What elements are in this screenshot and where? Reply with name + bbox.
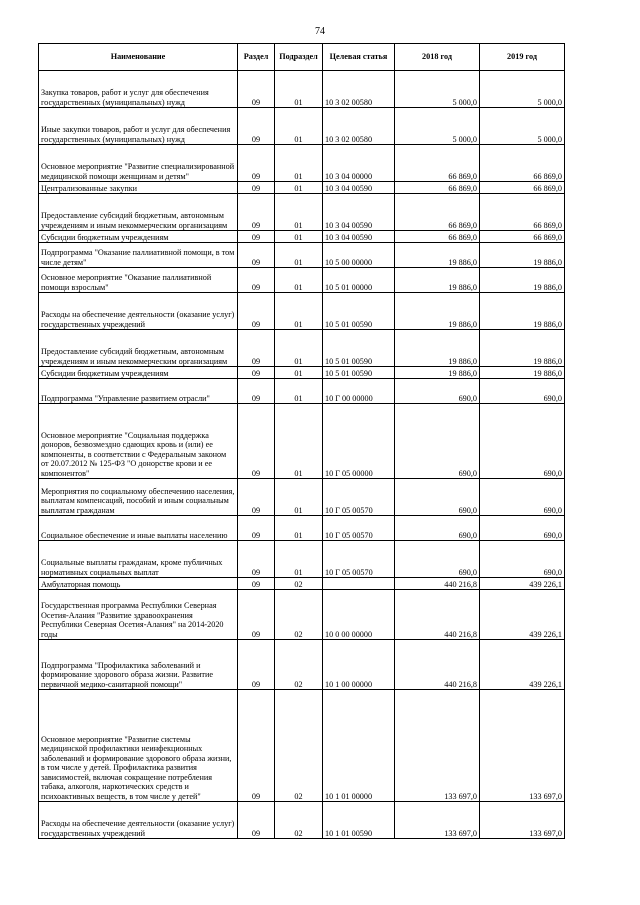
row-value-2018: 66 869,0 [395, 194, 480, 231]
row-subsection: 01 [275, 293, 323, 330]
table-row [39, 194, 565, 231]
header-year-2018: 2018 год [395, 44, 480, 71]
row-article: 10 Г 00 00000 [323, 379, 395, 404]
row-value-2019: 690,0 [480, 479, 565, 516]
row-subsection: 01 [275, 108, 323, 145]
row-section: 09 [238, 243, 275, 268]
row-name: Амбулаторная помощь [39, 578, 238, 590]
row-article: 10 3 04 00590 [323, 231, 395, 243]
row-article: 10 Г 05 00570 [323, 541, 395, 578]
table-row [39, 231, 565, 243]
row-value-2018: 690,0 [395, 379, 480, 404]
row-section: 09 [238, 379, 275, 404]
row-article: 10 5 01 00590 [323, 293, 395, 330]
header-year-2019: 2019 год [480, 44, 565, 71]
row-value-2019: 66 869,0 [480, 145, 565, 182]
row-subsection: 01 [275, 379, 323, 404]
row-value-2019: 690,0 [480, 404, 565, 479]
row-name: Расходы на обеспечение деятельности (оказание услуг) государственных учреждений [39, 802, 238, 839]
row-article: 10 1 01 00590 [323, 802, 395, 839]
table-body [39, 71, 565, 839]
row-section: 09 [238, 578, 275, 590]
row-value-2018: 19 886,0 [395, 243, 480, 268]
row-subsection: 02 [275, 802, 323, 839]
row-article: 10 3 04 00000 [323, 145, 395, 182]
table-row [39, 578, 565, 590]
budget-table [38, 43, 565, 839]
table-row [39, 640, 565, 690]
table-header-row [39, 44, 565, 71]
row-subsection: 01 [275, 182, 323, 194]
table-row [39, 590, 565, 640]
row-value-2018: 19 886,0 [395, 293, 480, 330]
row-subsection: 01 [275, 516, 323, 541]
table-row [39, 330, 565, 367]
row-value-2019: 19 886,0 [480, 367, 565, 379]
table-row [39, 243, 565, 268]
row-subsection: 01 [275, 243, 323, 268]
row-name: Закупка товаров, работ и услуг для обеспечения государственных (муниципальных) нужд [39, 71, 238, 108]
header-name: Наименование [39, 44, 238, 71]
row-section: 09 [238, 231, 275, 243]
row-value-2018: 19 886,0 [395, 330, 480, 367]
row-value-2018: 5 000,0 [395, 108, 480, 145]
row-value-2018: 66 869,0 [395, 182, 480, 194]
row-name: Предоставление субсидий бюджетным, автономным учреждениям и иным некоммерческим организациям [39, 330, 238, 367]
row-subsection: 01 [275, 541, 323, 578]
row-value-2018: 690,0 [395, 479, 480, 516]
row-value-2019: 5 000,0 [480, 71, 565, 108]
row-section: 09 [238, 640, 275, 690]
row-name: Централизованные закупки [39, 182, 238, 194]
row-value-2019: 439 226,1 [480, 578, 565, 590]
row-article: 10 5 01 00590 [323, 330, 395, 367]
table-row [39, 404, 565, 479]
table-row [39, 182, 565, 194]
row-name: Основное мероприятие "Социальная поддержка доноров, безвозмездно сдающих кровь и (или) ее компоненты, в соответствии с Федеральным законом от 20.07.2012 № 125-ФЗ "О донорстве крови и ее компонентов" [39, 404, 238, 479]
row-article: 10 5 01 00000 [323, 268, 395, 293]
row-article: 10 3 02 00580 [323, 108, 395, 145]
row-value-2018: 133 697,0 [395, 802, 480, 839]
row-value-2018: 440 216,8 [395, 640, 480, 690]
table-row [39, 71, 565, 108]
row-section: 09 [238, 268, 275, 293]
row-subsection: 02 [275, 590, 323, 640]
row-name: Субсидии бюджетным учреждениям [39, 231, 238, 243]
row-value-2019: 690,0 [480, 379, 565, 404]
row-article: 10 Г 05 00000 [323, 404, 395, 479]
row-section: 09 [238, 108, 275, 145]
row-value-2018: 19 886,0 [395, 268, 480, 293]
row-section: 09 [238, 145, 275, 182]
row-article: 10 5 01 00590 [323, 367, 395, 379]
row-article: 10 1 00 00000 [323, 640, 395, 690]
row-name: Субсидии бюджетным учреждениям [39, 367, 238, 379]
row-name: Социальное обеспечение и иные выплаты населению [39, 516, 238, 541]
row-name: Расходы на обеспечение деятельности (оказание услуг) государственных учреждений [39, 293, 238, 330]
row-value-2018: 66 869,0 [395, 231, 480, 243]
row-value-2019: 690,0 [480, 541, 565, 578]
row-section: 09 [238, 182, 275, 194]
row-article: 10 3 02 00580 [323, 71, 395, 108]
row-section: 09 [238, 194, 275, 231]
table-row [39, 802, 565, 839]
row-value-2019: 133 697,0 [480, 690, 565, 802]
row-value-2019: 66 869,0 [480, 231, 565, 243]
row-subsection: 01 [275, 404, 323, 479]
row-article: 10 5 00 00000 [323, 243, 395, 268]
row-value-2019: 19 886,0 [480, 330, 565, 367]
row-article: 10 Г 05 00570 [323, 479, 395, 516]
row-value-2019: 133 697,0 [480, 802, 565, 839]
row-subsection: 01 [275, 268, 323, 293]
row-value-2019: 19 886,0 [480, 293, 565, 330]
row-article [323, 578, 395, 590]
row-section: 09 [238, 367, 275, 379]
table-row [39, 541, 565, 578]
row-article: 10 3 04 00590 [323, 182, 395, 194]
row-subsection: 02 [275, 578, 323, 590]
row-subsection: 01 [275, 479, 323, 516]
row-name: Социальные выплаты гражданам, кроме публичных нормативных социальных выплат [39, 541, 238, 578]
row-subsection: 02 [275, 640, 323, 690]
row-subsection: 01 [275, 231, 323, 243]
row-name: Подпрограмма "Профилактика заболеваний и формирование здорового образа жизни. Развитие первичной медико-санитарной помощи" [39, 640, 238, 690]
row-name: Основное мероприятие "Развитие специализированной медицинской помощи женщинам и детям" [39, 145, 238, 182]
row-value-2019: 19 886,0 [480, 243, 565, 268]
row-section: 09 [238, 479, 275, 516]
row-section: 09 [238, 404, 275, 479]
row-name: Основное мероприятие "Развитие системы медицинской профилактики неинфекционных заболеваний и формирование здорового образа жизни, в том числе у детей. Профилактика развития зависимостей, включая сокращение потребления табака, алкоголя, наркотических средств и психоактивных веществ, в том числе у детей" [39, 690, 238, 802]
row-name: Иные закупки товаров, работ и услуг для обеспечения государственных (муниципальных) нужд [39, 108, 238, 145]
row-subsection: 01 [275, 330, 323, 367]
row-value-2019: 439 226,1 [480, 590, 565, 640]
row-name: Предоставление субсидий бюджетным, автономным учреждениям и иным некоммерческим организациям [39, 194, 238, 231]
row-section: 09 [238, 802, 275, 839]
row-subsection: 01 [275, 145, 323, 182]
row-value-2018: 66 869,0 [395, 145, 480, 182]
header-section: Раздел [238, 44, 275, 71]
row-name: Подпрограмма "Оказание паллиативной помощи, в том числе детям" [39, 243, 238, 268]
row-article: 10 Г 05 00570 [323, 516, 395, 541]
row-subsection: 01 [275, 71, 323, 108]
row-section: 09 [238, 71, 275, 108]
row-value-2018: 19 886,0 [395, 367, 480, 379]
table-row [39, 145, 565, 182]
row-value-2019: 5 000,0 [480, 108, 565, 145]
row-section: 09 [238, 690, 275, 802]
table-row [39, 516, 565, 541]
row-subsection: 01 [275, 194, 323, 231]
row-article: 10 0 00 00000 [323, 590, 395, 640]
row-section: 09 [238, 330, 275, 367]
row-article: 10 3 04 00590 [323, 194, 395, 231]
row-value-2019: 690,0 [480, 516, 565, 541]
table-row [39, 479, 565, 516]
table-row [39, 293, 565, 330]
row-value-2019: 66 869,0 [480, 182, 565, 194]
row-value-2018: 690,0 [395, 541, 480, 578]
row-section: 09 [238, 590, 275, 640]
row-name: Основное мероприятие "Оказание паллиативной помощи взрослым" [39, 268, 238, 293]
table-row [39, 268, 565, 293]
row-name: Мероприятия по социальному обеспечению населения, выплатам компенсаций, пособий и иным социальным выплатам гражданам [39, 479, 238, 516]
row-value-2018: 440 216,8 [395, 578, 480, 590]
row-subsection: 02 [275, 690, 323, 802]
table-row [39, 108, 565, 145]
row-subsection: 01 [275, 367, 323, 379]
row-name: Подпрограмма "Управление развитием отрасли" [39, 379, 238, 404]
row-section: 09 [238, 293, 275, 330]
row-value-2018: 133 697,0 [395, 690, 480, 802]
row-value-2019: 66 869,0 [480, 194, 565, 231]
table-row [39, 367, 565, 379]
row-value-2018: 440 216,8 [395, 590, 480, 640]
row-value-2018: 5 000,0 [395, 71, 480, 108]
table-row [39, 690, 565, 802]
header-subsection: Подраздел [275, 44, 323, 71]
row-name: Государственная программа Республики Северная Осетия-Алания "Развитие здравоохранения Республики Северная Осетия-Алания" на 2014-2020 годы [39, 590, 238, 640]
table-row [39, 379, 565, 404]
row-value-2019: 439 226,1 [480, 640, 565, 690]
row-value-2018: 690,0 [395, 404, 480, 479]
row-value-2018: 690,0 [395, 516, 480, 541]
row-section: 09 [238, 541, 275, 578]
row-article: 10 1 01 00000 [323, 690, 395, 802]
row-value-2019: 19 886,0 [480, 268, 565, 293]
page-number: 74 [315, 26, 325, 37]
header-article: Целевая статья [323, 44, 395, 71]
row-section: 09 [238, 516, 275, 541]
